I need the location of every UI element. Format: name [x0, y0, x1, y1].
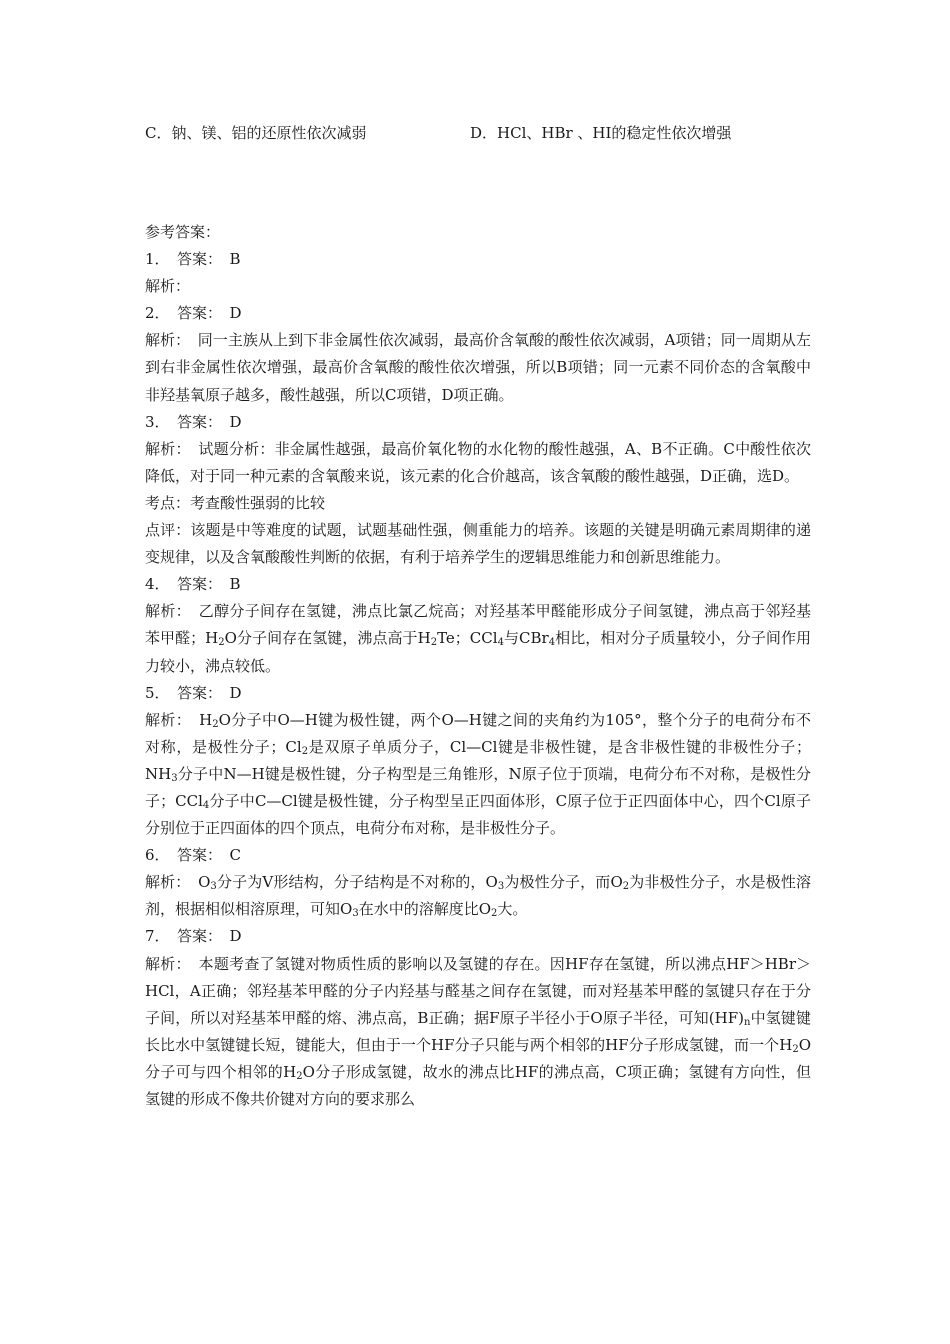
testpoint-3: 考点：考查酸性强弱的比较	[145, 493, 326, 512]
answer-3: 3． 答案： D	[145, 412, 242, 431]
analysis-4: 解析： 乙醇分子间存在氢键，沸点比氯乙烷高；对羟基苯甲醛能形成分子间氢键，沸点高于邻羟基苯甲醛；$H_2O$分子间存在氢键，沸点高于$H_2Te$；CCl$_4$与CBr$_4$相比，相对分子质量较小，分子间作用力较小，沸点较低。	[145, 602, 811, 675]
answer-7: 7． 答案： D	[145, 927, 242, 946]
answer-6: 6． 答案： C	[145, 846, 242, 865]
choice-row	[145, 121, 845, 145]
analysis-5: 解析： $H_2O$分子中O—H键为极性键，两个O—H键之间的夹角约为105°，整个分子的电荷分布不对称，是极性分子；$Cl_2$是双原子单质分子，Cl—Cl键是非极性键，是含非极性键的非极性分子；$NH_3$分子中N—H键是极性键，分子构型是三角锥形，N原子位于顶端，电荷分布不对称，是极性分子；CCl$_4$分子中C—Cl键是极性键，分子构型呈正四面体形，C原子位于正四面体中心，四个Cl原子分别位于正四面体的四个顶点，电荷分布对称，是非极性分子。	[145, 710, 811, 838]
answer-2: 2． 答案： D	[145, 304, 242, 323]
option-d: D．HCl、HBr 、HI的稳定性依次增强	[470, 124, 732, 142]
answer-4: 4． 答案： B	[145, 575, 241, 594]
analysis-6: 解析： $O_3$分子为V形结构，分子结构是不对称的，$O_3$为极性分子，而$O_2$为非极性分子，水是极性溶剂，根据相似相溶原理，可知$O_3$在水中的溶解度比$O_2$大。	[145, 873, 811, 920]
option-c: C．钠、镁、铝的还原性依次减弱	[145, 124, 367, 142]
analysis-3: 解析： 试题分析：非金属性越强，最高价氧化物的水化物的酸性越强，A、B不正确。C中酸性依次降低，对于同一种元素的含氧酸来说，该元素的化合价越高，该含氧酸的酸性越强，D正确，选D。	[145, 439, 811, 485]
analysis-1: 解析：	[145, 277, 191, 296]
answer-5: 5． 答案： D	[145, 683, 242, 702]
answer-heading: 参考答案：	[145, 223, 221, 241]
answer-1: 1． 答案： B	[145, 250, 241, 269]
answer-section	[145, 219, 811, 1113]
analysis-2: 解析： 同一主族从上到下非金属性依次减弱，最高价含氧酸的酸性依次减弱，A项错；同一周期从左到右非金属性依次增强，最高价含氧酸的酸性依次增强，所以B项错；同一元素不同价态的含氧酸中非羟基氧原子越多，酸性越强，所以C项错，D项正确。	[145, 331, 811, 404]
analysis-7: 解析： 本题考查了氢键对物质性质的影响以及氢键的存在。因HF存在氢键，所以沸点HF＞HBr＞HCl，A正确；邻羟基苯甲醛的分子内羟基与醛基之间存在氢键，而对羟基苯甲醛的氢键只存在于分子间，所以对羟基苯甲醛的熔、沸点高，B正确；据F原子半径小于O原子半径，可知$(HF)_n$中氢键键长比水中氢键键长短，键能大，但由于一个HF分子只能与两个相邻的HF分子形成氢键，而一个$H_2O$分子可与四个相邻的$H_2O$分子形成氢键，故水的沸点比HF的沸点高，C项正确；氢键有方向性，但氢键的形成不像共价键对方向的要求那么	[145, 954, 811, 1108]
comment-3: 点评：该题是中等难度的试题，试题基础性强，侧重能力的培养。该题的关键是明确元素周期律的递变规律，以及含氧酸酸性判断的依据，有利于培养学生的逻辑思维能力和创新思维能力。	[145, 521, 811, 567]
